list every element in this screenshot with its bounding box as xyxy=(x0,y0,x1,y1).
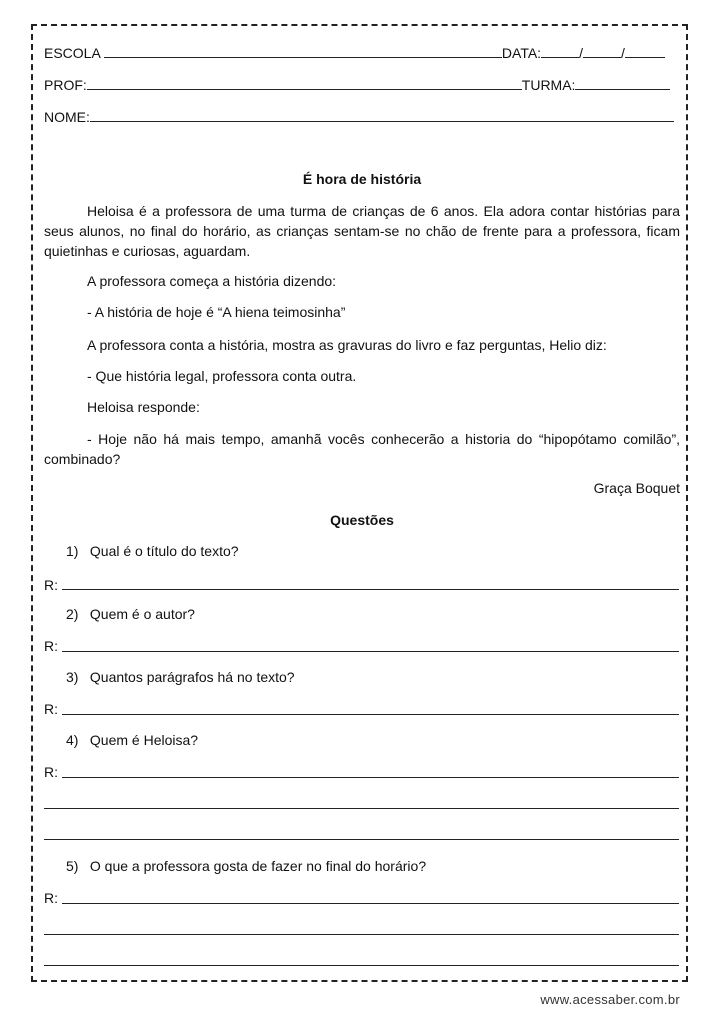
date-year-line[interactable] xyxy=(625,44,665,58)
question-text: Quem é o autor? xyxy=(89,606,195,622)
question-3 xyxy=(66,669,295,685)
answer-label-2: R: xyxy=(44,638,58,654)
story-title: É hora de história xyxy=(302,171,422,187)
question-number: 4) xyxy=(66,732,79,748)
answer-label-1: R: xyxy=(44,577,58,593)
answer-line-4b[interactable] xyxy=(44,808,679,809)
answer-label-4: R: xyxy=(44,764,58,780)
story-paragraph-5: - Que história legal, professora conta outra. xyxy=(87,368,357,384)
answer-line-5b[interactable] xyxy=(44,934,679,935)
question-4 xyxy=(66,732,198,748)
name-field[interactable] xyxy=(44,108,674,126)
question-number: 3) xyxy=(66,669,79,685)
question-number: 1) xyxy=(66,543,79,559)
teacher-line[interactable] xyxy=(87,76,522,90)
school-field[interactable] xyxy=(44,44,665,62)
date-separator-1: / xyxy=(579,45,583,61)
class-label: TURMA: xyxy=(521,77,576,93)
questions-heading: Questões xyxy=(330,512,394,528)
story-paragraph-7: - Hoje não há mais tempo, amanhã vocês conhecerão a historia do “hipopótamo comilão”, combinado? xyxy=(44,431,680,467)
school-label: ESCOLA xyxy=(44,45,101,61)
question-text: Quem é Heloisa? xyxy=(89,732,199,748)
question-number: 2) xyxy=(66,606,79,622)
answer-line-5c[interactable] xyxy=(44,965,679,966)
question-text: Qual é o título do texto? xyxy=(89,543,239,559)
answer-line-1[interactable] xyxy=(62,589,679,590)
name-line[interactable] xyxy=(90,108,674,122)
story-paragraph-1: Heloisa é a professora de uma turma de crianças de 6 anos. Ela adora contar histórias para seus alunos, no final do horário, as crianças sentam-se no chão de frente para a professora, ficam quietinhas e curiosas, aguardam. xyxy=(44,203,680,259)
question-text: Quantos parágrafos há no texto? xyxy=(89,669,295,685)
story-paragraph-6: Heloisa responde: xyxy=(87,399,200,415)
date-separator-2: / xyxy=(620,45,625,61)
website-footer: www.acessaber.com.br xyxy=(540,992,680,1007)
story-paragraph-2: A professora começa a história dizendo: xyxy=(87,273,337,289)
date-day-line[interactable] xyxy=(541,44,579,58)
question-text: O que a professora gosta de fazer no final do horário? xyxy=(89,858,427,874)
question-number: 5) xyxy=(66,858,79,874)
class-line[interactable] xyxy=(575,76,670,90)
answer-line-4c[interactable] xyxy=(44,839,679,840)
school-line[interactable] xyxy=(104,44,502,58)
question-2 xyxy=(66,606,195,622)
story-author: Graça Boquet xyxy=(593,480,680,496)
teacher-label: PROF: xyxy=(44,77,87,93)
answer-line-4a[interactable] xyxy=(62,777,679,778)
story-paragraph-4: A professora conta a história, mostra as gravuras do livro e faz perguntas, Helio diz: xyxy=(87,337,607,353)
date-month-line[interactable] xyxy=(583,44,621,58)
name-label: NOME: xyxy=(44,109,90,125)
answer-line-2[interactable] xyxy=(62,651,679,652)
question-5 xyxy=(66,858,426,874)
answer-line-3[interactable] xyxy=(62,714,679,715)
answer-line-5a[interactable] xyxy=(62,903,679,904)
answer-label-5: R: xyxy=(44,890,58,906)
story-paragraph-3: - A história de hoje é “A hiena teimosinha” xyxy=(87,304,346,320)
date-label: DATA: xyxy=(501,45,542,61)
answer-label-3: R: xyxy=(44,701,58,717)
question-1 xyxy=(66,543,239,559)
teacher-field[interactable] xyxy=(44,76,670,94)
